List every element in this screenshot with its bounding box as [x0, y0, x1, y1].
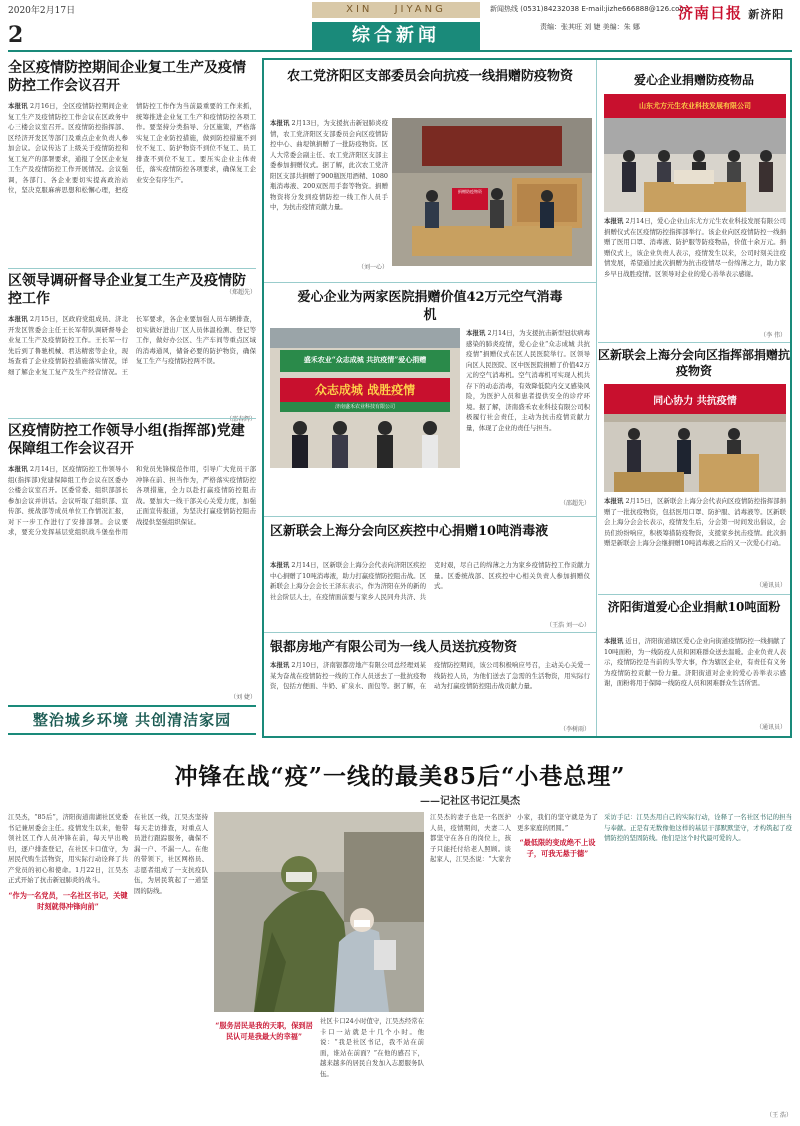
donation-photo-r2 — [604, 384, 786, 492]
article-text: 2月15日，区政府党组成员、济北开发区管委会主任王长军带队调研督导企业复工生产及疫情防控工作。王长军一行先后到了鲁驰机械、君达精密等企业，现场查看了企业疫情防控措施落实情况，详细了解企业复工复产及生产经营情况。王长军要求，各企业要加强人员车辆排查，切实做好进出厂区人员体温检测、登记等工作，做好办公区、生产车间等重点区域的消毒通风，储备必要的防护物资，确保复工生产与疫情防控两不误。 — [8, 315, 256, 376]
feature-pull-quote: “最低限的变成绝不上设子，可我无悬于德” — [519, 838, 596, 858]
article-author: （刘 婕） — [230, 694, 256, 701]
donation-photo-m1-image — [392, 118, 592, 266]
article-title: 区新联会上海分会向区疾控中心捐赠10吨消毒液 — [270, 524, 549, 539]
article-r1 — [598, 72, 790, 88]
article-a2 — [8, 268, 256, 423]
article-lead: 本报讯 — [270, 561, 290, 569]
article-lead: 本报讯 — [8, 465, 28, 473]
article-m2-author: （邵超先） — [559, 500, 590, 507]
feature-col-3 — [320, 1016, 424, 1120]
article-text: 2月13日，为支援抗击新冠肺炎疫情，农工党济阳区支部委员会向区疫情防控中心、曲堤镇捐赠了一批防疫物资。区人大常委会副主任、农工党济阳区支部主委参加捐赠仪式。据了解，此次农工党济阳区支部共捐赠了900瓶医用酒精、1080瓶消毒液、200双医用手套等物资。捐赠物资将分发到疫情防控一线工作人员手中，为抗击疫情贡献力量。 — [270, 119, 388, 211]
article-title: 农工党济阳区支部委员会向抗疫一线捐赠防疫物资 — [286, 69, 573, 84]
feature-text: 社区卡口24小时值守，江昊杰经常在卡口一站就是十几个小时。他说：“我是社区书记，我不站在前面，谁站在前面？”在他的感召下，越来越多的居民自发加入志愿服务队伍。 — [320, 1017, 424, 1078]
article-lead: 本报讯 — [8, 102, 28, 110]
article-r3-author: （通讯员） — [755, 724, 786, 731]
article-lead: 本报讯 — [8, 315, 28, 323]
article-text: 2月14日，区疫情防控工作领导小组(指挥部)党建保障组工作会议在区委办公楼会议室召开。区委常委、组织部部长参加会议并讲话。会议听取了组织部、宣传部、统战部等成员单位工作情况汇报，对下一步工作进行了安排部署。会议要求，要充分发挥基层党组织战斗堡垒作用和党员先锋模范作用，引导广大党员干部冲锋在前、担当作为，严格落实疫情防控各项措施，全力以赴打赢疫情防控阻击战。要加大一线干部关心关爱力度，加强正面宣传报道，为坚决打赢疫情防控阻击战提供坚强组织保证。 — [8, 465, 256, 536]
feature-col-3a — [214, 1016, 314, 1120]
article-title: 爱心企业为两家医院捐赠价值42万元空气消毒机 — [297, 290, 563, 323]
article-text: 2月14日，爱心企业山东尤方元生农业科技发展有限公司捐赠仪式在区疫情防控指挥部举行。该企业向区疫情防控一线捐赠了医用口罩、消毒液、防护服等防疫物品，价值十余万元。捐赠仪式上，该企业负责人表示，疫情发生以来，公司时刻关注疫情发展，希望通过此次捐赠为抗击疫情尽一份绵薄之力，助力家乡早日战胜疫情。区领导对企业的爱心善举表示感谢。 — [604, 217, 786, 278]
header-rule — [8, 50, 792, 52]
photo-banner-top: 盛禾农业“众志成城 共抗疫情”爱心捐赠 — [303, 355, 427, 364]
article-m3-body — [270, 560, 590, 620]
article-text: 2月14日，为支援抗击新型冠状病毒感染的肺炎疫情，爱心企业“众志成城 共抗疫情”捐赠仪式在区人民医院举行。区领导向区人民医院、区中医医院捐赠了价值42万元的空气消毒机。空气消毒机可实现人机共存下的动态消毒，有效降低院内交叉感染风险，为医护人员和患者提供安全的诊疗环境。据了解，济南盛禾农业科技有限公司积极履行社会责任，主动为抗击疫情贡献力量，体现了企业的责任与担当。 — [466, 329, 590, 432]
feature-photo — [214, 812, 424, 1012]
article-lead: 本报讯 — [604, 497, 624, 505]
article-lead: 本报讯 — [466, 329, 486, 337]
article-m3 — [264, 516, 596, 541]
article-title: 全区疫情防控期间企业复工生产及疫情防控工作会议召开 — [8, 60, 246, 94]
article-author: （郑超先） — [225, 289, 256, 296]
article-r2-body — [604, 496, 786, 578]
feature-text: 江昊杰的妻子也是一名医护人员，疫情期间，夫妻二人都坚守在各自的岗位上，孩子只能托付给老人照顾。谈起家人，江昊杰说：“大家舍小家，我们的坚守就是为了更多家庭的团圆。” — [430, 813, 598, 863]
article-text: 2月14日，区新联会上海分会代表向济阳区疾控中心捐赠了10吨消毒液，助力打赢疫情防控阻击战。区新联会上海分会会长王泽东表示，作为济阳在外的新的社会阶层人士，在疫情面前要与家乡人民同舟共济、共克时艰，尽自己的绵薄之力为家乡疫情防控工作贡献力量。区委统战部、区疾控中心相关负责人参加捐赠仪式。 — [270, 561, 590, 601]
article-r1-author: （李 伟） — [760, 332, 786, 339]
section-tag-left: XIN — [346, 4, 373, 15]
logo-main: 济南日报 — [678, 4, 743, 22]
article-r3 — [598, 594, 790, 615]
news-hotline: 新闻热线 (0531)84232038 E-mail:jizhe666888@126.com — [490, 5, 687, 13]
section-tag — [312, 2, 480, 18]
article-m1-body — [270, 118, 388, 260]
feature-pull-quote: “服务居民是我的天职，保到居民认可是我最大的幸福” — [215, 1021, 313, 1041]
donation-photo-r1-image — [604, 94, 786, 212]
feature-col-1 — [8, 812, 128, 1120]
staff-credits: 责编：张其旺 刘 婕 美编：朱 娜 — [540, 23, 640, 31]
section-tag-right: JIYANG — [394, 4, 446, 15]
article-title: 爱心企业捐赠防疫物品 — [633, 73, 754, 87]
article-text: 2月15日，区新联会上海分会代表向区疫情防控指挥部捐赠了一批抗疫物资，包括医用口罩、防护服、消毒液等。区新联会上海分会会长表示，疫情发生后，分会第一时间发出倡议，会员们纷纷响应，积极筹措防疫物资，支援家乡抗击疫情。此次捐赠是新联会上海分会继捐赠10吨消毒液之后的又一次爱心行动。 — [604, 497, 786, 547]
article-text: 近日，济阳街道辖区爱心企业向街道疫情防控一线捐献了10吨面粉，为一线防疫人员和困难群众送去温暖。企业负责人表示，疫情防控是当前的头等大事，作为辖区企业，有责任有义务为疫情防控贡献一份力量。济阳街道对企业的爱心善举表示感谢，面粉将用于保障一线防疫人员和困难群众生活所需。 — [604, 637, 786, 687]
column-divider — [596, 60, 597, 736]
article-text: 2月16日，全区疫情防控期间企业复工生产及疫情防控工作会议在区政务中心三楼会议室召开。区疫情防控指挥部、区经济开发区等部门及重点企业负责人参加会议。会议传达了上级关于疫情防控和复工复产的部署要求，通报了全区企业复工生产及疫情防控工作开展情况。会议强调，各部门、各企业要切实提高政治站位，坚决克服麻痹思想和松懈心理，把疫情防控工作作为当前最重要的工作来抓，统筹推进企业复工生产和疫情防控各项工作。要坚持分类指导、分区施策，严格落实复工企业防控措施，做到防控措施不到位不复工、防护物资不到位不复工、员工排查不到位不复工。要压实企业主体责任，落实疫情防控各项要求，确保复工企业安全有序生产。 — [8, 102, 256, 194]
feature-text: 江昊杰，“85后”，济阳街道南湖社区党委书记兼居委会主任。疫情发生以来，他带领社区工作人员冲锋在前，每天早出晚归，逐户排查登记，在社区卡口值守，为居民代购生活物资，用实际行动诠释了共产党员的初心和使命。1月22日，江昊杰正式开始了抗击新冠肺炎的战斗。 — [8, 813, 128, 884]
feature-col-5 — [604, 812, 792, 1108]
article-m2 — [264, 282, 596, 324]
donation-photo-m1 — [392, 118, 592, 266]
slogan-band — [8, 705, 256, 735]
article-a3 — [8, 418, 256, 701]
article-m4-author: （李树雨） — [559, 726, 590, 733]
photo-banner-main: 众志成城 战胜疫情 — [314, 383, 416, 397]
article-lead: 本报讯 — [604, 637, 624, 645]
article-m4-body — [270, 660, 590, 724]
feature-photo-image — [214, 812, 424, 1012]
article-r3-body — [604, 636, 786, 720]
photo-banner: 同心协力 共抗疫情 — [653, 396, 737, 407]
article-r2-author: （通讯员） — [755, 582, 786, 589]
feature-text: 采访手记：江昊杰用自己的实际行动，诠释了一名社区书记的担当与奉献。正是有无数像他这样的基层干部默默坚守，才构筑起了疫情防控的坚固防线。他们是这个时代最可爱的人。 — [604, 813, 792, 842]
article-m1 — [264, 68, 596, 86]
article-body — [8, 464, 256, 692]
feature-pull-quote: “作为一名党员，一名社区书记，关键时刻就得冲锋向前” — [8, 890, 128, 911]
article-title: 区疫情防控工作领导小组(指挥部)党建保障组工作会议召开 — [8, 423, 245, 457]
donation-photo-r1 — [604, 94, 786, 212]
article-body — [8, 101, 256, 287]
logo-sub: 新济阳 — [748, 8, 785, 21]
section-title: 综合新闻 — [312, 22, 480, 50]
article-body — [8, 314, 256, 414]
feature-text: 在社区一线，江昊杰坚持每天走访排查，对重点人员进行跟踪服务，确保不漏一户、不漏一人。在他的带领下，社区网格员、志愿者组成了一支抗疫队伍，为居民筑起了一道坚固的防线。 — [134, 813, 208, 895]
article-title: 银都房地产有限公司为一线人员送抗疫物资 — [270, 640, 518, 655]
article-title: 区新联会上海分会向区指挥部捐赠抗疫物资 — [598, 348, 791, 379]
newspaper-logo — [678, 2, 784, 23]
article-m1-author: （刘一心） — [357, 264, 388, 271]
photo-banner: 捐赠防疫物资 — [458, 189, 482, 194]
article-text: 2月10日，济南银都房地产有限公司总经理刘某某为奋战在疫情防控一线的工作人员送去了一批抗疫物资，包括方便面、牛奶、矿泉水、面包等。据了解，在疫情防控期间，该公司积极响应号召，主动关心关爱一线防控人员，为他们送去了急需的生活物资，用实际行动为打赢疫情防控阻击战贡献力量。 — [270, 661, 590, 690]
article-m2-body-right — [466, 328, 590, 478]
feature-col-2 — [134, 812, 208, 1120]
article-lead: 本报讯 — [604, 217, 624, 225]
donation-photo-m2-image — [270, 328, 460, 468]
feature-title: 冲锋在战“疫”一线的最美85后“小巷总理” — [174, 763, 626, 790]
donation-photo-m2 — [270, 328, 460, 468]
issue-date: 2020年2月17日 — [8, 6, 76, 16]
page-number: 2 — [8, 22, 24, 48]
feature-subtitle: ——记社区书记江昊杰 — [420, 796, 520, 807]
feature-col-4 — [430, 812, 598, 1120]
article-lead: 本报讯 — [270, 661, 290, 669]
article-title: 济阳街道爱心企业捐献10吨面粉 — [607, 600, 781, 614]
article-a1 — [8, 60, 256, 296]
article-title: 区领导调研督导企业复工生产及疫情防控工作 — [8, 273, 246, 307]
photo-banner: 山东尤方元生农业科技发展有限公司 — [639, 101, 751, 110]
photo-banner-sub: 济南盛禾农业科技有限公司 — [334, 404, 395, 410]
article-r1-body — [604, 216, 786, 328]
article-m3-author: （王浩 刘一心） — [546, 622, 590, 629]
article-m4 — [264, 632, 596, 657]
slogan-text: 整治城乡环境 共创清洁家园 — [32, 711, 232, 729]
feature-author: （王 浩） — [766, 1112, 792, 1119]
article-author: （邵春辉） — [225, 416, 256, 423]
article-r2 — [598, 342, 790, 379]
article-lead: 本报讯 — [270, 119, 290, 127]
